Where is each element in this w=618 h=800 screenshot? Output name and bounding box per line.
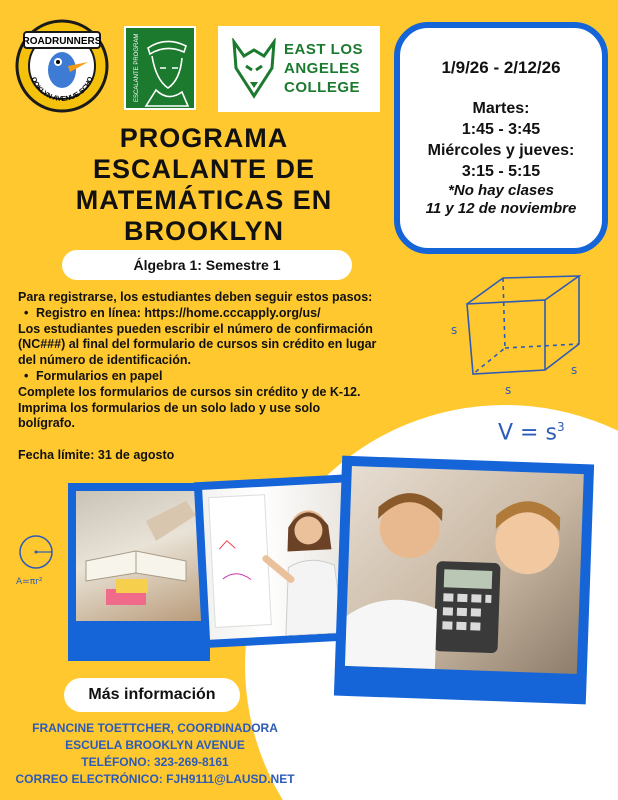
contact-phone[interactable]: TELÉFONO: 323-269-8161 [81,755,229,769]
svg-text:s: s [505,383,512,397]
contact-email[interactable]: CORREO ELECTRÓNICO: FJH9111@LAUSD.NET [15,772,295,786]
cube-doodle [445,270,600,400]
online-registration-note: Los estudiantes pueden escribir el número de confirmación (NC###) al final del formulario de cursos sin crédito en lugar del número de identificación. [18,321,377,368]
schedule-times: Martes: 1:45 - 3:45 Miércoles y jueves: 3:15 - 5:15 [427,100,575,180]
circle-area-doodle [14,530,62,590]
elac-logo-text: EAST LOS ANGELES COLLEGE [284,41,364,96]
registration-instructions [18,290,380,464]
paper-forms-note: Complete los formularios de cursos sin crédito y de K-12. Imprima los formularios de un solo lado y use solo bolígrafo. [18,384,361,431]
volume-formula: $V = s^3$ [498,420,565,446]
online-registration-link[interactable]: • Registro en línea: https://home.cccapply.org/us/ [18,306,380,322]
east-los-angeles-college-logo [218,26,380,112]
escalante-logo-text: ESCALANTE PROGRAM [134,33,140,102]
svg-text:s: s [451,323,458,337]
contact-name: FRANCINE TOETTCHER, COORDINADORA [32,721,278,735]
contact-school: ESCUELA BROOKLYN AVENUE [65,738,245,752]
schedule-card [394,22,608,254]
svg-text:A=πr²: A=πr² [16,577,43,587]
no-class-note: *No hay clases 11 y 12 de noviembre [425,182,577,217]
roadrunners-school-text: OOKLYN AVENUE SCHO [29,75,95,103]
contact-info [0,720,310,788]
books-photo [68,483,210,661]
deadline: Fecha límite: 31 de agosto [18,448,175,463]
wolf-icon [228,38,280,100]
svg-text:s: s [571,363,578,377]
students-calculator-photo [334,456,594,705]
page-title: PROGRAMA ESCALANTE DE MATEMÁTICAS EN BROOKLYN [75,123,333,246]
escalante-program-logo [124,26,196,110]
roadrunners-logo-text: ROADRUNNERS [22,36,102,47]
date-range: 1/9/26 - 2/12/26 [441,58,561,77]
roadrunners-logo [14,18,110,114]
registration-intro: Para registrarse, los estudiantes deben seguir estos pasos: [18,290,373,304]
course-label: Álgebra 1: Semestre 1 [62,250,352,280]
more-info-label: Más información [64,678,240,712]
paper-forms-item: • Formularios en papel [18,369,380,385]
